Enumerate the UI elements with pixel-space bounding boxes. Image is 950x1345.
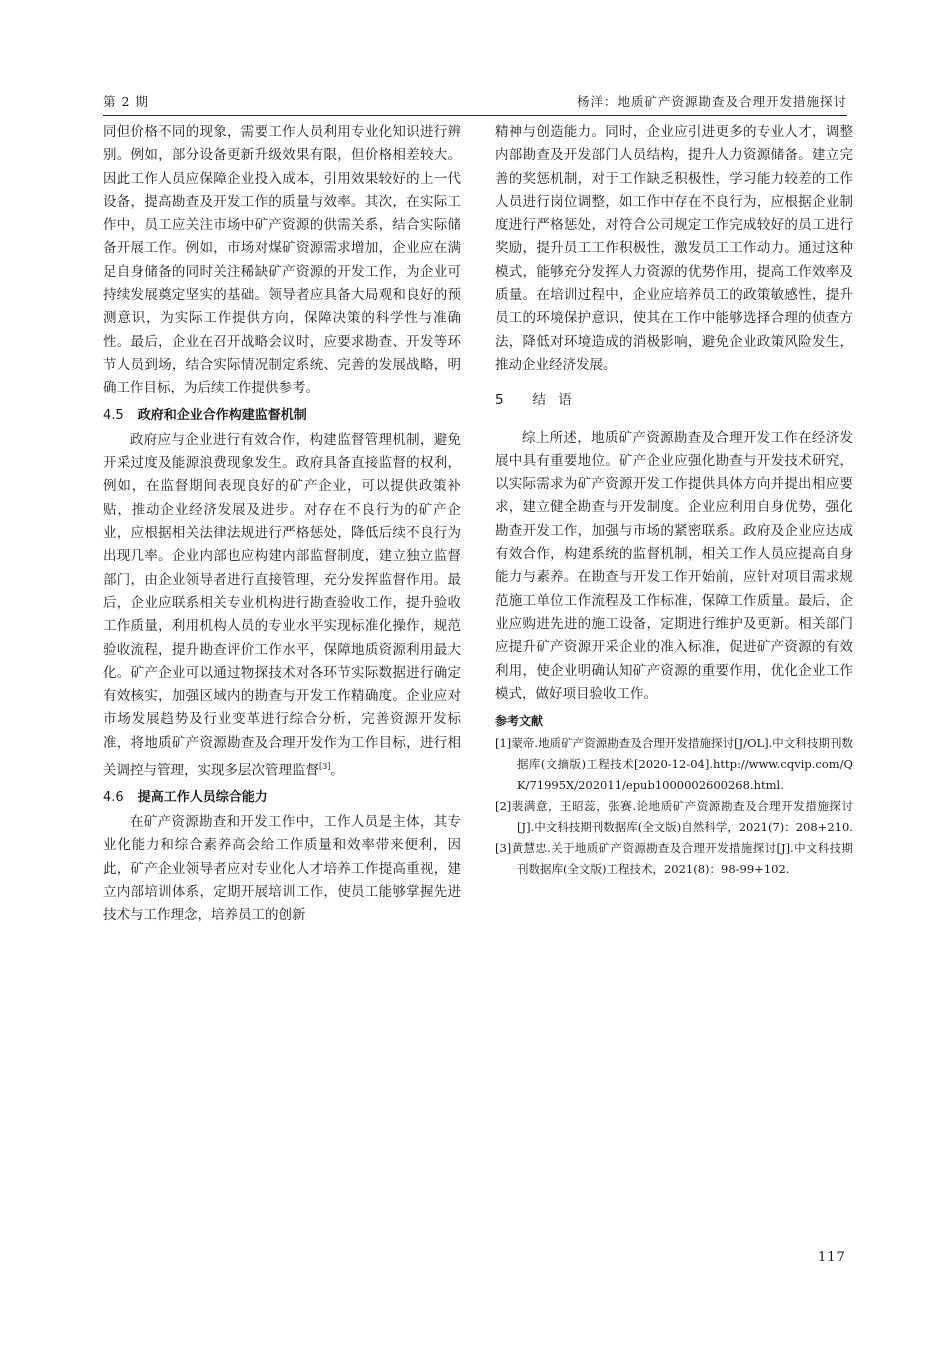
paragraph-text: 政府应与企业进行有效合作，构建监督管理机制，避免开采过度及能源浪费现象发生。政府具备直接监督的权利，例如，在监督期间表现良好的矿产企业，可以提供政策补贴，推动企业经济发展及进步。对存在不良行为的矿产企业，应根据相关法律法规进行严格惩处，降低后续不良行为出现几率。企业内部也应构建内部监督制度，建立独立监督部门，由企业领导者进行直接管理，充分发挥监督作用。最后，企业应联系相关专业机构进行勘查验收工作，提升验收工作质量，利用机构人员的专业水平实现标准化操作，规范验收流程，提升勘查评价工作水平，保障地质资源利用最大化。矿产企业可以通过物探技术对各环节实际数据进行确定有效核实，加强区域内的勘查与开发工作精确度。企业应对市场发展趋势及行业变革进行综合分析，完善资源开发标准，将地质矿产资源勘查及合理开发作为工作目标，进行相关调控与管理，实现多层次管理监督 xyxy=(103,431,461,779)
section-number: 4.6 xyxy=(103,789,124,805)
paragraph xyxy=(103,429,461,783)
page-number: 117 xyxy=(818,1250,846,1265)
running-header xyxy=(103,88,847,116)
section-title: 结 语 xyxy=(532,392,576,409)
section-number: 4.5 xyxy=(103,407,124,423)
section-heading-4-6 xyxy=(103,786,461,809)
right-column xyxy=(495,121,853,880)
citation-ref[interactable]: [3] xyxy=(319,762,331,772)
running-title: 杨洋：地质矿产资源勘查及合理开发措施探讨 xyxy=(576,94,847,109)
references-heading: 参考文献 xyxy=(495,714,544,729)
section-title: 政府和企业合作构建监督机制 xyxy=(137,407,307,423)
reference-item: [2]裴满意，王昭蕊，张赛.论地质矿产资源勘查及合理开发措施探讨[J].中文科技期刊数据库(全文版)自然科学，2021(7)：208+210. xyxy=(495,799,853,835)
paragraph: 精神与创造能力。同时，企业应引进更多的专业人才，调整内部勘查及开发部门人员结构，提升人力资源储备。建立完善的奖惩机制，对于工作缺乏积极性，学习能力较差的工作人员进行岗位调整，如工作中存在不良行为，应根据企业制度进行严格惩处，对符合公司规定工作完成较好的员工进行奖励，提升员工工作积极性，激发员工工作动力。通过这种模式，能够充分发挥人力资源的优势作用，提高工作效率及质量。在培训过程中，企业应培养员工的政策敏感性，提升员工的环境保护意识，使其在工作中能够选择合理的侦查方法，降低对环境造成的消极影响，避免企业政策风险发生，推动企业经济发展。 xyxy=(495,124,853,373)
reference-item: [1]蒙帝.地质矿产资源勘查及合理开发措施探讨[J/OL].中文科技期刊数据库(文摘版)工程技术[2020-12-04].http://www.cqvip.com/QK/71995X/202011/epub1000002600268.html. xyxy=(495,736,853,793)
paragraph: 综上所述，地质矿产资源勘查及合理开发工作在经济发展中具有重要地位。矿产企业应强化勘查与开发技术研究，以实际需求为矿产资源开发工作提供具体方向并提出相应要求，建立健全勘查与开发制度。企业应利用自身优势，强化勘查开发工作，加强与市场的紧密联系。政府及企业应达成有效合作，构建系统的监督机制，相关工作人员应提高自身能力与素养。在勘查与开发工作开始前，应针对项目需求规范施工单位工作流程及工作标准，保障工作质量。最后，企业应购进先进的施工设备，定期进行维护及更新。相关部门应提升矿产资源开采企业的准入标准，促进矿产资源的有效利用，使企业明确认知矿产资源的重要作用，优化企业工作模式，做好项目验收工作。 xyxy=(495,429,853,702)
paragraph: 在矿产资源勘查和开发工作中，工作人员是主体，其专业化能力和综合素养高会给工作质量和效率带来便利，因此，矿产企业领导者应对专业化人才培养工作提高重视，建立内部培训体系，定期开展培训工作，使员工能够掌握先进技术与工作理念，培养员工的创新 xyxy=(103,814,461,924)
left-column xyxy=(103,121,461,928)
section-heading-4-5 xyxy=(103,404,461,427)
section-title: 提高工作人员综合能力 xyxy=(137,789,268,805)
issue-label: 第 2 期 xyxy=(103,94,149,109)
section-number: 5 xyxy=(495,392,508,409)
reference-item: [3]黄慧忠.关于地质矿产资源勘查及合理开发措施探讨[J].中文科技期刊数据库(全文版)工程技术，2021(8)：98-99+102. xyxy=(495,841,853,877)
paragraph-end: 。 xyxy=(330,762,344,779)
paragraph: 同但价格不同的现象，需要工作人员利用专业化知识进行辨别。例如，部分设备更新升级效果有限，但价格相差较大。因此工作人员应保障企业投入成本，引用效果较好的上一代设备，提高勘查及开发工作的质量与效率。其次，在实际工作中，员工应关注市场中矿产资源的供需关系，结合实际储备开展工作。例如，市场对煤矿资源需求增加，企业应在满足自身储备的同时关注稀缺矿产资源的开发工作，为企业可持续发展奠定坚实的基础。领导者应具备大局观和良好的预测意识，为实际工作提供方向，保障决策的科学性与准确性。最后，企业在召开战略会议时，应要求勘查、开发等环节人员到场，结合实际情况制定系统、完善的发展战略，明确工作目标，为后续工作提供参考。 xyxy=(103,124,461,397)
section-heading-5 xyxy=(495,389,853,412)
